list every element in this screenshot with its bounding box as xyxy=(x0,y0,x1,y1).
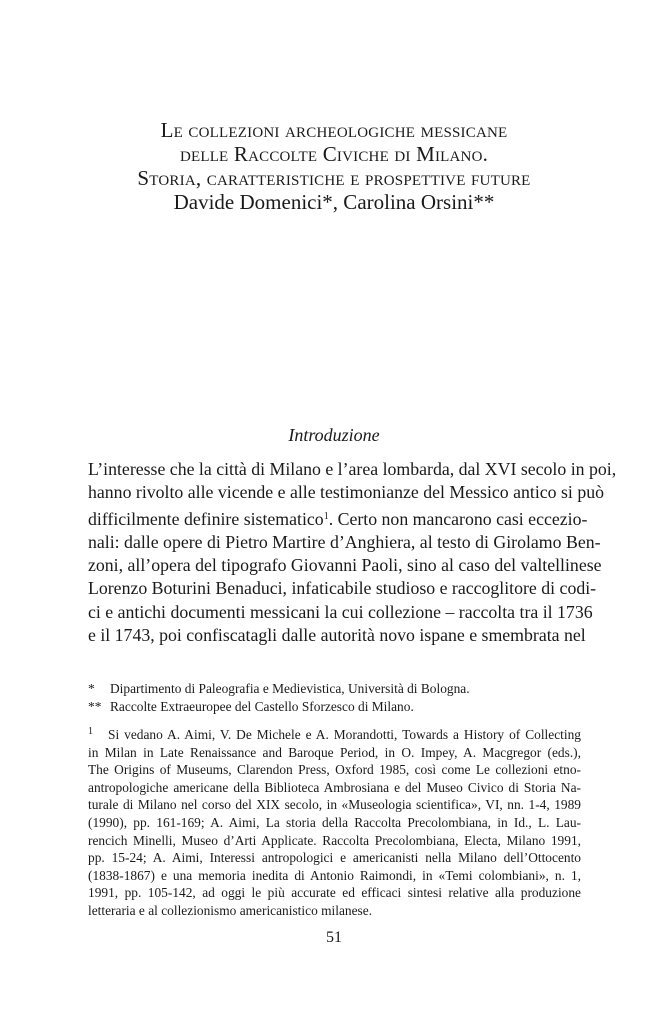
footnote-line: in Milan in Late Renaissance and Baroque Period, in O. Impey, A. Macgregor (eds.), xyxy=(88,744,581,760)
footnote-line: letteraria e al collezionismo americanistico milanese. xyxy=(88,902,373,918)
body-paragraph xyxy=(88,458,617,647)
affiliation-row xyxy=(88,698,581,716)
body-line: nali: dalle opere di Pietro Martire d’Anghiera, al testo di Girolamo Ben- xyxy=(88,531,601,552)
affiliation-mark: * xyxy=(88,681,95,696)
affiliation-text: Raccolte Extraeuropee del Castello Sforzesco di Milano. xyxy=(110,698,414,714)
footnote-line: (1838-1867) e una memoria inedita di Antonio Raimondi, in «Temi colombiani», n. 1, xyxy=(88,867,581,883)
body-line: ci e antichi documenti messicani la cui collezione – raccolta tra il 1736 xyxy=(88,601,593,622)
title-line-1: Le collezioni archeologiche messicane xyxy=(160,118,508,142)
body-line: e il 1743, poi confiscatagli dalle autorità novo ispane e smembrata nel xyxy=(88,625,586,646)
footnote-line xyxy=(88,723,581,744)
footnote-line: antropologiche americane della Biblioteca Ambrosiana e del Museo Civico di Storia Na- xyxy=(88,779,581,795)
section-heading: Introduzione xyxy=(288,425,380,445)
affiliation-text: Dipartimento di Paleografia e Medievistica, Università di Bologna. xyxy=(110,681,470,696)
author-affiliations xyxy=(88,680,581,715)
body-line xyxy=(88,505,588,531)
footnote-line-text: Si vedano A. Aimi, V. De Michele e A. Morandotti, Towards a History of Collecting xyxy=(108,727,581,742)
body-line: zoni, all’opera del tipografo Giovanni Paoli, sino al caso del valtellinese xyxy=(88,555,602,576)
title-line-3: Storia, caratteristiche e prospettive future xyxy=(137,166,531,190)
body-line: L’interesse che la città di Milano e l’area lombarda, dal XVI secolo in poi, xyxy=(88,459,617,479)
affiliation-row xyxy=(88,680,581,698)
authors: Davide Domenici*, Carolina Orsini** xyxy=(173,190,495,214)
title-line-2: delle Raccolte Civiche di Milano. xyxy=(179,142,489,166)
footnote-line: rencich Minelli, Museo d’Arti Applicate. Raccolta Precolombiana, Electa, Milano 1991, xyxy=(88,832,581,848)
footnote-line: 1991, pp. 105-142, ad oggi le più accurate ed efficaci sintesi relative alla produzione xyxy=(88,885,581,901)
body-line-start: difficilmente definire sistematico xyxy=(88,508,324,529)
footnote-reference: 1 xyxy=(323,510,329,522)
body-line-end: . Certo non mancarono casi eccezio- xyxy=(328,508,588,529)
body-line: hanno rivolto alle vicende e alle testimonianze del Messico antico si può xyxy=(88,482,604,503)
page-number: 51 xyxy=(326,929,342,946)
footnote-1 xyxy=(88,723,581,920)
footnote-line: (1990), pp. 161-169; A. Aimi, La storia della Raccolta Precolombiana, in Id., L. Lau- xyxy=(88,814,581,830)
footnote-line: pp. 15-24; A. Aimi, Interessi antropologici e americanisti nella Milano dell’Ottocento xyxy=(88,850,581,866)
footnote-line: turale di Milano nel corso del XIX secolo, in «Museologia scientifica», VI, nn. 1-4, 1989 xyxy=(88,797,581,813)
article-title-block xyxy=(60,118,608,214)
affiliation-mark: ** xyxy=(88,698,102,714)
footnote-line: The Origins of Museums, Clarendon Press, Oxford 1985, così come Le collezioni etno- xyxy=(88,762,581,778)
footnote-number: 1 xyxy=(88,726,93,737)
body-line: Lorenzo Boturini Benaduci, infaticabile studioso e raccoglitore di codi- xyxy=(88,578,597,599)
